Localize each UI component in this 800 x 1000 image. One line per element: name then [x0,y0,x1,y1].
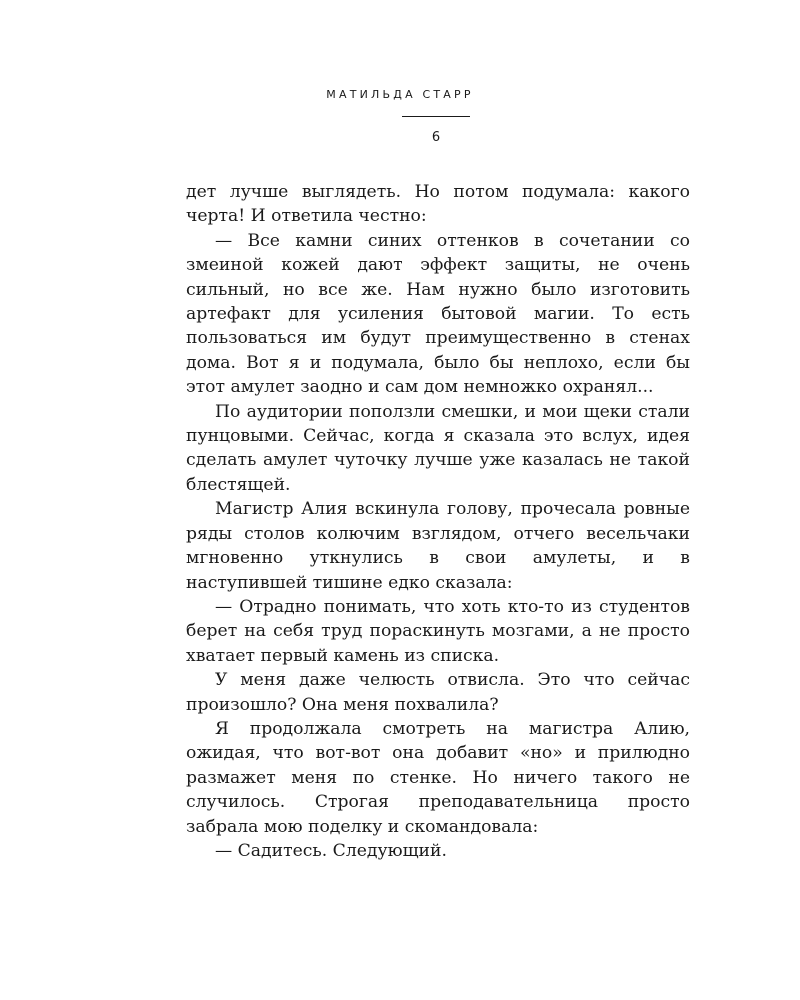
paragraph: У меня даже челюсть отвисла. Это что сейчас произошло? Она меня похвалила? [186,670,690,715]
running-header-author: МАТИЛЬДА СТАРР [326,88,474,101]
paragraph: дет лучше выглядеть. Но потом подумала: какого черта! И ответила честно: [186,182,690,227]
header-divider [402,116,470,117]
paragraph: Я продолжала смотреть на магистра Алию, ожидая, что вот-вот она добавит «но» и прилюдно размажет меня по стенке. Но ничего такого не случилось. Строгая преподавательница просто забрала мою поделку и скомандовала: [186,718,690,837]
paragraph: — Все камни синих оттенков в сочетании со змеиной кожей дают эффект защиты, не очень сильный, но все же. Нам нужно было изготовить артефакт для усиления бытовой магии. То есть пользоваться им будут преимущественно в стенах дома. Вот я и подумала, было бы неплохо, если бы этот амулет заодно и сам дом немножко охранял... [186,230,690,398]
paragraph: — Отрадно понимать, что хоть кто-то из студентов берет на себя труд пораскинуть мозгами, а не просто хватает первый камень из списка. [186,596,690,666]
paragraph: — Садитесь. Следующий. [215,840,447,861]
body-text [186,180,690,863]
page-number: 6 [431,130,441,145]
paragraph: Магистр Алия вскинула голову, прочесала ровные ряды столов колючим взглядом, отчего весельчаки мгновенно уткнулись в свои амулеты, и в наступившей тишине едко сказала: [186,499,690,593]
paragraph: По аудитории поползли смешки, и мои щеки стали пунцовыми. Сейчас, когда я сказала это вслух, идея сделать амулет чуточку лучше уже казалась не такой блестящей. [186,401,690,495]
